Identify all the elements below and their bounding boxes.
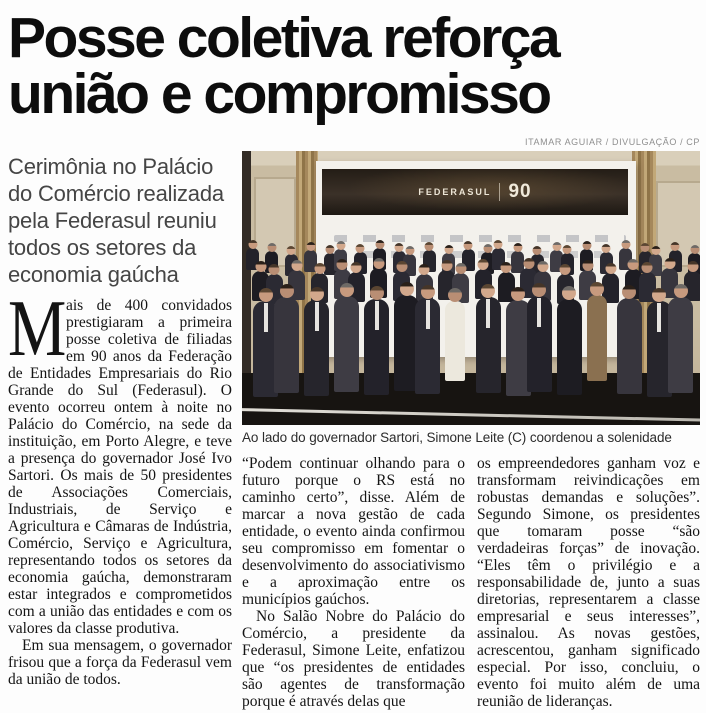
paragraph: “Podem continuar olhando para o futuro porque o RS está no caminho certo”, disse. Além de marcar a nova gestão de cada entidade, o evento ainda confirmou seu compromisso em fomentar o desenvolvimento do associativismo e a aproximação entre os municípios gaúchos.: [242, 454, 465, 608]
person-head: [652, 288, 666, 302]
person-shirt: [315, 302, 319, 331]
person-head: [444, 245, 453, 254]
person-shirt: [426, 300, 430, 329]
person-head: [671, 242, 680, 251]
person-head: [441, 260, 452, 271]
person-head: [582, 260, 593, 271]
person-shirt: [657, 303, 661, 332]
person-head: [651, 246, 660, 255]
person-head: [370, 286, 384, 300]
person-body: [557, 299, 582, 395]
person-head: [351, 262, 362, 273]
article-content: [8, 137, 700, 710]
person-head: [400, 282, 414, 296]
person-head: [267, 243, 276, 252]
person-head: [280, 284, 294, 298]
person-head: [287, 246, 296, 255]
person-shirt: [264, 303, 268, 332]
person-head: [537, 261, 548, 272]
paragraph: No Salão Nobre do Palácio do Comércio, a presidente da Federasul, Simone Leite, enfatizou que “os presidentes de entidades são agentes de transformação porque é através delas que: [242, 607, 465, 710]
federasul-logo: FEDERASUL: [418, 186, 492, 197]
paragraph: os empreendedores ganham voz e transformam reivindicações em robustas demandas e soluções”. Segundo Simone, os presidentes que tomaram posse “são verdadeiras forças” de inovação. “Eles têm o privilégio e a responsabilidade de, junto a suas diretorias, representarem a classe empresarial e seus interesses”, assinalou. As novas gestões, acrescentou, ganham significado especial. Por isso, concluiu, o evento foi muito além de uma reunião de lideranças.: [477, 454, 700, 710]
paragraph: [8, 284, 232, 637]
person-head: [664, 258, 675, 269]
person-head: [590, 282, 604, 296]
person-figure: [304, 287, 329, 397]
person-shirt: [375, 301, 379, 330]
person-head: [532, 283, 546, 297]
person-figure: [557, 286, 582, 396]
body-column-1: [8, 284, 232, 688]
photo-crowd: [242, 151, 700, 425]
person-shirt: [537, 298, 541, 327]
person-head: [255, 261, 266, 272]
person-head: [306, 242, 315, 251]
paragraph: Em sua mensagem, o governador frisou que a força da Federasul vem da união de todos.: [8, 636, 232, 688]
person-head: [621, 240, 630, 249]
person-head: [314, 263, 325, 274]
person-figure: [617, 285, 642, 395]
person-head: [687, 261, 698, 272]
event-photo: [242, 151, 700, 425]
person-head: [421, 285, 435, 299]
person-head: [310, 287, 324, 301]
left-column: [8, 137, 232, 710]
person-head: [425, 242, 434, 251]
person-head: [674, 284, 688, 298]
banner-90-logo: 90: [508, 180, 532, 202]
body-column-2: [242, 455, 465, 710]
person-head: [622, 285, 636, 299]
photo-credit: ITAMAR AGUIAR / DIVULGAÇÃO / CP: [525, 136, 700, 147]
person-figure: [476, 284, 501, 394]
person-shirt: [486, 299, 490, 328]
person-head: [642, 262, 653, 273]
person-figure: [445, 288, 465, 382]
person-head: [582, 241, 591, 250]
person-head: [501, 262, 512, 273]
person-body: [445, 301, 465, 381]
person-body: [527, 296, 552, 392]
person-head: [356, 244, 365, 253]
person-head: [291, 260, 302, 271]
person-head: [513, 243, 522, 252]
person-head: [602, 244, 611, 253]
person-figure: [668, 284, 693, 394]
person-head: [405, 246, 414, 255]
person-head: [563, 245, 572, 254]
person-figure: [527, 283, 552, 393]
person-body: [668, 297, 693, 393]
person-head: [373, 258, 384, 269]
person-head: [690, 245, 699, 254]
body-column-3: [477, 455, 700, 710]
person-figure: [415, 285, 440, 395]
drop-cap: M: [8, 284, 67, 373]
lede: Cerimônia no Palácio do Comércio realizada pela Federasul reuniu todos os setores da economia gaúcha: [8, 153, 224, 287]
person-body: [617, 298, 642, 394]
person-head: [455, 263, 466, 274]
person-head: [494, 240, 503, 249]
person-head: [464, 241, 473, 250]
person-head: [481, 284, 495, 298]
person-body: [587, 295, 607, 381]
person-head: [336, 241, 345, 250]
headline: Posse coletiva reforça união e compromisso: [8, 6, 559, 127]
lower-columns: [242, 455, 700, 710]
person-head: [419, 264, 430, 275]
person-figure: [274, 284, 299, 394]
person-head: [478, 259, 489, 270]
person-head: [562, 286, 576, 300]
person-head: [560, 264, 571, 275]
person-figure: [334, 283, 359, 393]
person-body: [476, 297, 501, 393]
paragraph-text: ais de 400 convidados prestigiaram a primeira posse coletiva de filiadas em 90 anos da Federação de Entidades Empresariais do Rio Grande do Sul (Federasul). O evento ocorreu ontem à noite no Palácio do Comércio, na sede da instituição, em Porto Alegre, e teve a presença do governador José Ivo Sartori. Os mais de 50 presidentes de Associações Comerciais, Industriais, de Serviço e Agricultura e Câmaras de Indústria, Comércio, Serviço e Agricultura, representando todos os setores da economia gaúcha, demonstraram estar integrados e comprometidos com a união das entidades e com os valores da classe produtiva.: [8, 296, 232, 637]
person-figure: [364, 286, 389, 396]
person-head: [448, 288, 462, 302]
right-area: [242, 137, 700, 710]
person-head: [269, 264, 280, 275]
photo-caption: Ao lado do governador Sartori, Simone Leite (C) coordenou a solenidade: [242, 429, 672, 445]
person-head: [337, 259, 348, 270]
person-head: [259, 288, 273, 302]
person-head: [375, 240, 384, 249]
person-head: [628, 259, 639, 270]
person-body: [304, 300, 329, 396]
person-head: [340, 283, 354, 297]
person-head: [523, 258, 534, 269]
person-head: [396, 261, 407, 272]
person-head: [605, 263, 616, 274]
person-figure: [587, 282, 607, 382]
person-head: [511, 287, 525, 301]
person-body: [364, 299, 389, 395]
person-body: [415, 298, 440, 394]
person-body: [334, 296, 359, 392]
person-head: [248, 240, 257, 249]
person-head: [533, 246, 542, 255]
person-body: [274, 297, 299, 393]
